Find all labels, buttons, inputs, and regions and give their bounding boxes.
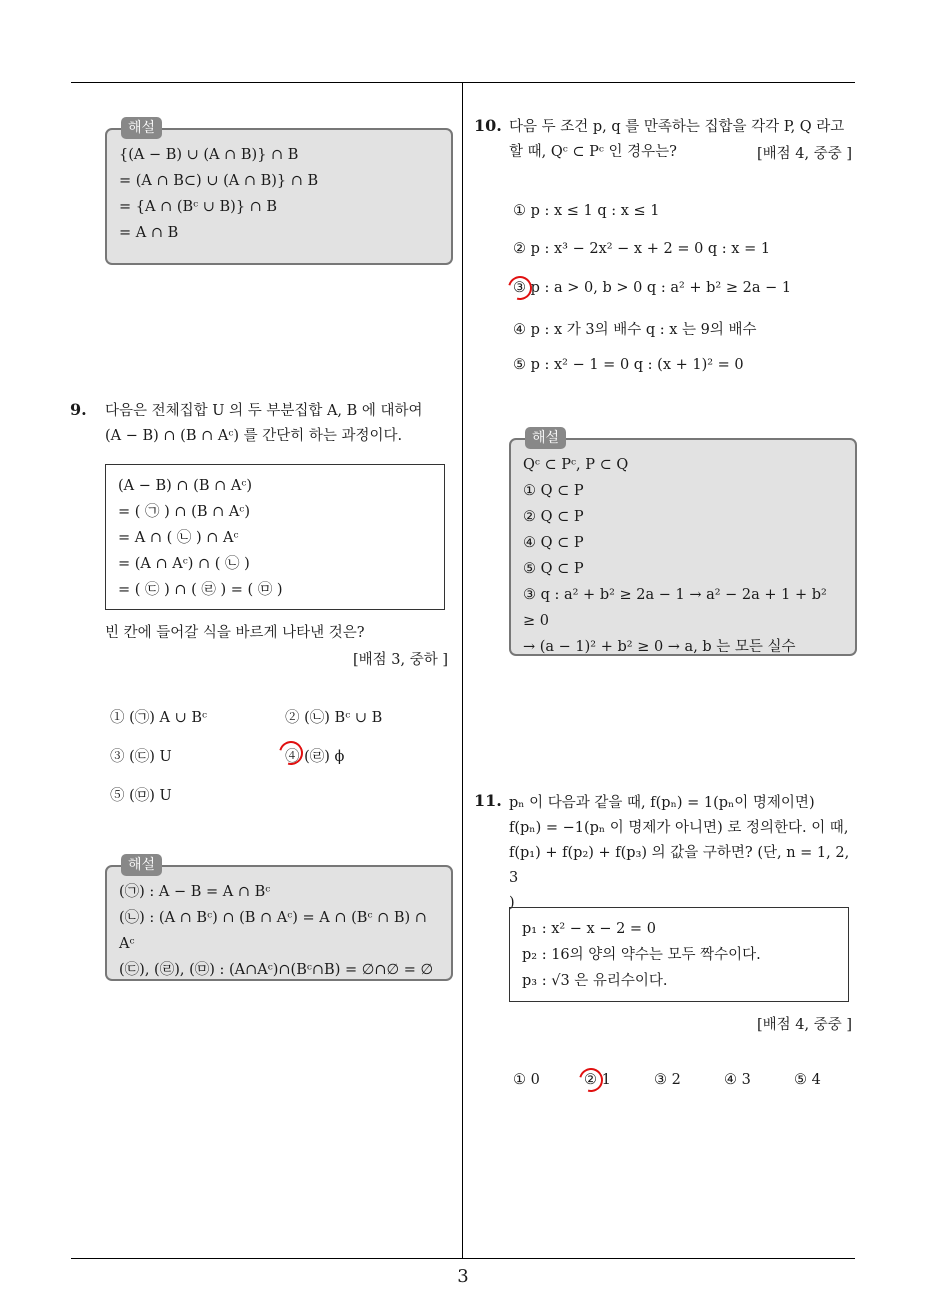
q11-answer-mark bbox=[575, 1064, 608, 1097]
solution-tag: 해설 bbox=[121, 854, 162, 876]
page-number: 3 bbox=[457, 1266, 469, 1287]
proof-line: = ( ㉠ ) ∩ (B ∩ Aᶜ) bbox=[118, 504, 250, 520]
question-9-text bbox=[105, 399, 455, 449]
q10-answer-mark bbox=[504, 272, 537, 305]
question-9-line2: (A − B) ∩ (B ∩ Aᶜ) 를 간단히 하는 과정이다. bbox=[105, 428, 403, 444]
question-11-points: [배점 4, 중중 ] bbox=[756, 1017, 852, 1033]
solution-line: = A ∩ B bbox=[119, 225, 179, 241]
question-9-points: [배점 3, 중하 ] bbox=[352, 652, 448, 668]
question-9-proof-box bbox=[105, 464, 445, 610]
q9-option-5[interactable]: ⑤ (㉤) U bbox=[110, 788, 172, 804]
q11-option-1[interactable]: ① 0 bbox=[513, 1072, 540, 1088]
q9-option-2[interactable]: ② (㉡) Bᶜ ∪ B bbox=[285, 710, 383, 726]
question-11-line1: pₙ 이 다음과 같을 때, f(pₙ) = 1(pₙ이 명제이면) bbox=[509, 795, 815, 811]
condition-line: p₂ : 16의 양의 약수는 모두 짝수이다. bbox=[522, 947, 761, 963]
q11-option-4[interactable]: ④ 3 bbox=[724, 1072, 751, 1088]
question-10-line2: 할 때, Qᶜ ⊂ Pᶜ 인 경우는? bbox=[509, 144, 677, 160]
question-number-9: 9. bbox=[70, 400, 87, 419]
solution-line: Qᶜ ⊂ Pᶜ, P ⊂ Q bbox=[523, 457, 629, 473]
question-11-text bbox=[509, 791, 859, 916]
q11-option-2[interactable]: ② 1 bbox=[584, 1072, 611, 1088]
solution-tag: 해설 bbox=[525, 427, 566, 449]
q11-option-3[interactable]: ③ 2 bbox=[654, 1072, 681, 1088]
question-11-conditions-box bbox=[509, 907, 849, 1002]
solution-line: ② Q ⊂ P bbox=[523, 509, 584, 525]
solution-tag: 해설 bbox=[121, 117, 162, 139]
q9-option-4[interactable]: ④ (㉣) ϕ bbox=[285, 749, 345, 765]
solution-line: ① Q ⊂ P bbox=[523, 483, 584, 499]
condition-line: p₁ : x² − x − 2 = 0 bbox=[522, 921, 656, 937]
question-11-line3: f(p₁) + f(p₂) + f(p₃) 의 값을 구하면? (단, n = 1, 2, 3 bbox=[509, 845, 850, 886]
condition-line: p₃ : √3 은 유리수이다. bbox=[522, 973, 668, 989]
proof-line: = (A ∩ Aᶜ) ∩ ( ㉡ ) bbox=[118, 556, 250, 572]
solution-line: = {A ∩ (Bᶜ ∪ B)} ∩ B bbox=[119, 199, 278, 215]
q10-option-4[interactable]: ④ p : x 가 3의 배수 q : x 는 9의 배수 bbox=[513, 322, 757, 338]
solution-line: (㉠) : A − B = A ∩ Bᶜ bbox=[119, 884, 271, 900]
question-10-line1: 다음 두 조건 p, q 를 만족하는 집합을 각각 P, Q 라고 bbox=[509, 119, 845, 135]
proof-line: = ( ㉢ ) ∩ ( ㉣ ) = ( ㉤ ) bbox=[118, 582, 283, 598]
solution-line: = (A ∩ B⊂) ∪ (A ∩ B)} ∩ B bbox=[119, 173, 319, 189]
q10-option-1[interactable]: ① p : x ≤ 1 q : x ≤ 1 bbox=[513, 203, 660, 219]
q10-option-2[interactable]: ② p : x³ − 2x² − x + 2 = 0 q : x = 1 bbox=[513, 241, 771, 257]
q9-option-3[interactable]: ③ (㉢) U bbox=[110, 749, 172, 765]
solution-box-q8 bbox=[105, 120, 453, 265]
bottom-rule bbox=[71, 1258, 855, 1259]
question-number-11: 11. bbox=[474, 791, 502, 810]
solution-line: {(A − B) ∪ (A ∩ B)} ∩ B bbox=[119, 147, 299, 163]
q10-option-5[interactable]: ⑤ p : x² − 1 = 0 q : (x + 1)² = 0 bbox=[513, 357, 744, 373]
q10-option-3[interactable]: ③ p : a > 0, b > 0 q : a² + b² ≥ 2a − 1 bbox=[513, 280, 792, 296]
proof-line: = A ∩ ( ㉡ ) ∩ Aᶜ bbox=[118, 530, 239, 546]
question-11-line2: f(pₙ) = −1(pₙ 이 명제가 아니면) 로 정의한다. 이 때, bbox=[509, 820, 849, 836]
question-9-line1: 다음은 전체집합 U 의 두 부분집합 A, B 에 대하여 bbox=[105, 403, 423, 419]
q9-option-1[interactable]: ① (㉠) A ∪ Bᶜ bbox=[110, 710, 208, 726]
solution-line: ④ Q ⊂ P bbox=[523, 535, 584, 551]
solution-line: → (a − 1)² + b² ≥ 0 → a, b 는 모든 실수 bbox=[523, 639, 796, 655]
solution-line: ⑤ Q ⊂ P bbox=[523, 561, 584, 577]
question-11-line4: ) bbox=[509, 895, 515, 911]
question-number-10: 10. bbox=[474, 116, 502, 135]
proof-line: (A − B) ∩ (B ∩ Aᶜ) bbox=[118, 478, 253, 494]
question-10-points: [배점 4, 중중 ] bbox=[756, 146, 852, 162]
q11-option-5[interactable]: ⑤ 4 bbox=[794, 1072, 821, 1088]
solution-box-q10 bbox=[509, 430, 857, 656]
solution-box-q9 bbox=[105, 857, 453, 981]
top-rule bbox=[71, 82, 855, 83]
solution-line: (㉢), (㉣), (㉤) : (A∩Aᶜ)∩(Bᶜ∩B) = ∅∩∅ = ∅ bbox=[119, 962, 434, 978]
solution-line: (㉡) : (A ∩ Bᶜ) ∩ (B ∩ Aᶜ) = A ∩ (Bᶜ ∩ B) ∩ Aᶜ bbox=[119, 910, 427, 952]
question-9-prompt: 빈 칸에 들어갈 식을 바르게 나타낸 것은? bbox=[105, 625, 365, 641]
column-divider bbox=[462, 83, 463, 1258]
solution-line: ③ q : a² + b² ≥ 2a − 1 → a² − 2a + 1 + b² ≥ 0 bbox=[523, 587, 827, 629]
